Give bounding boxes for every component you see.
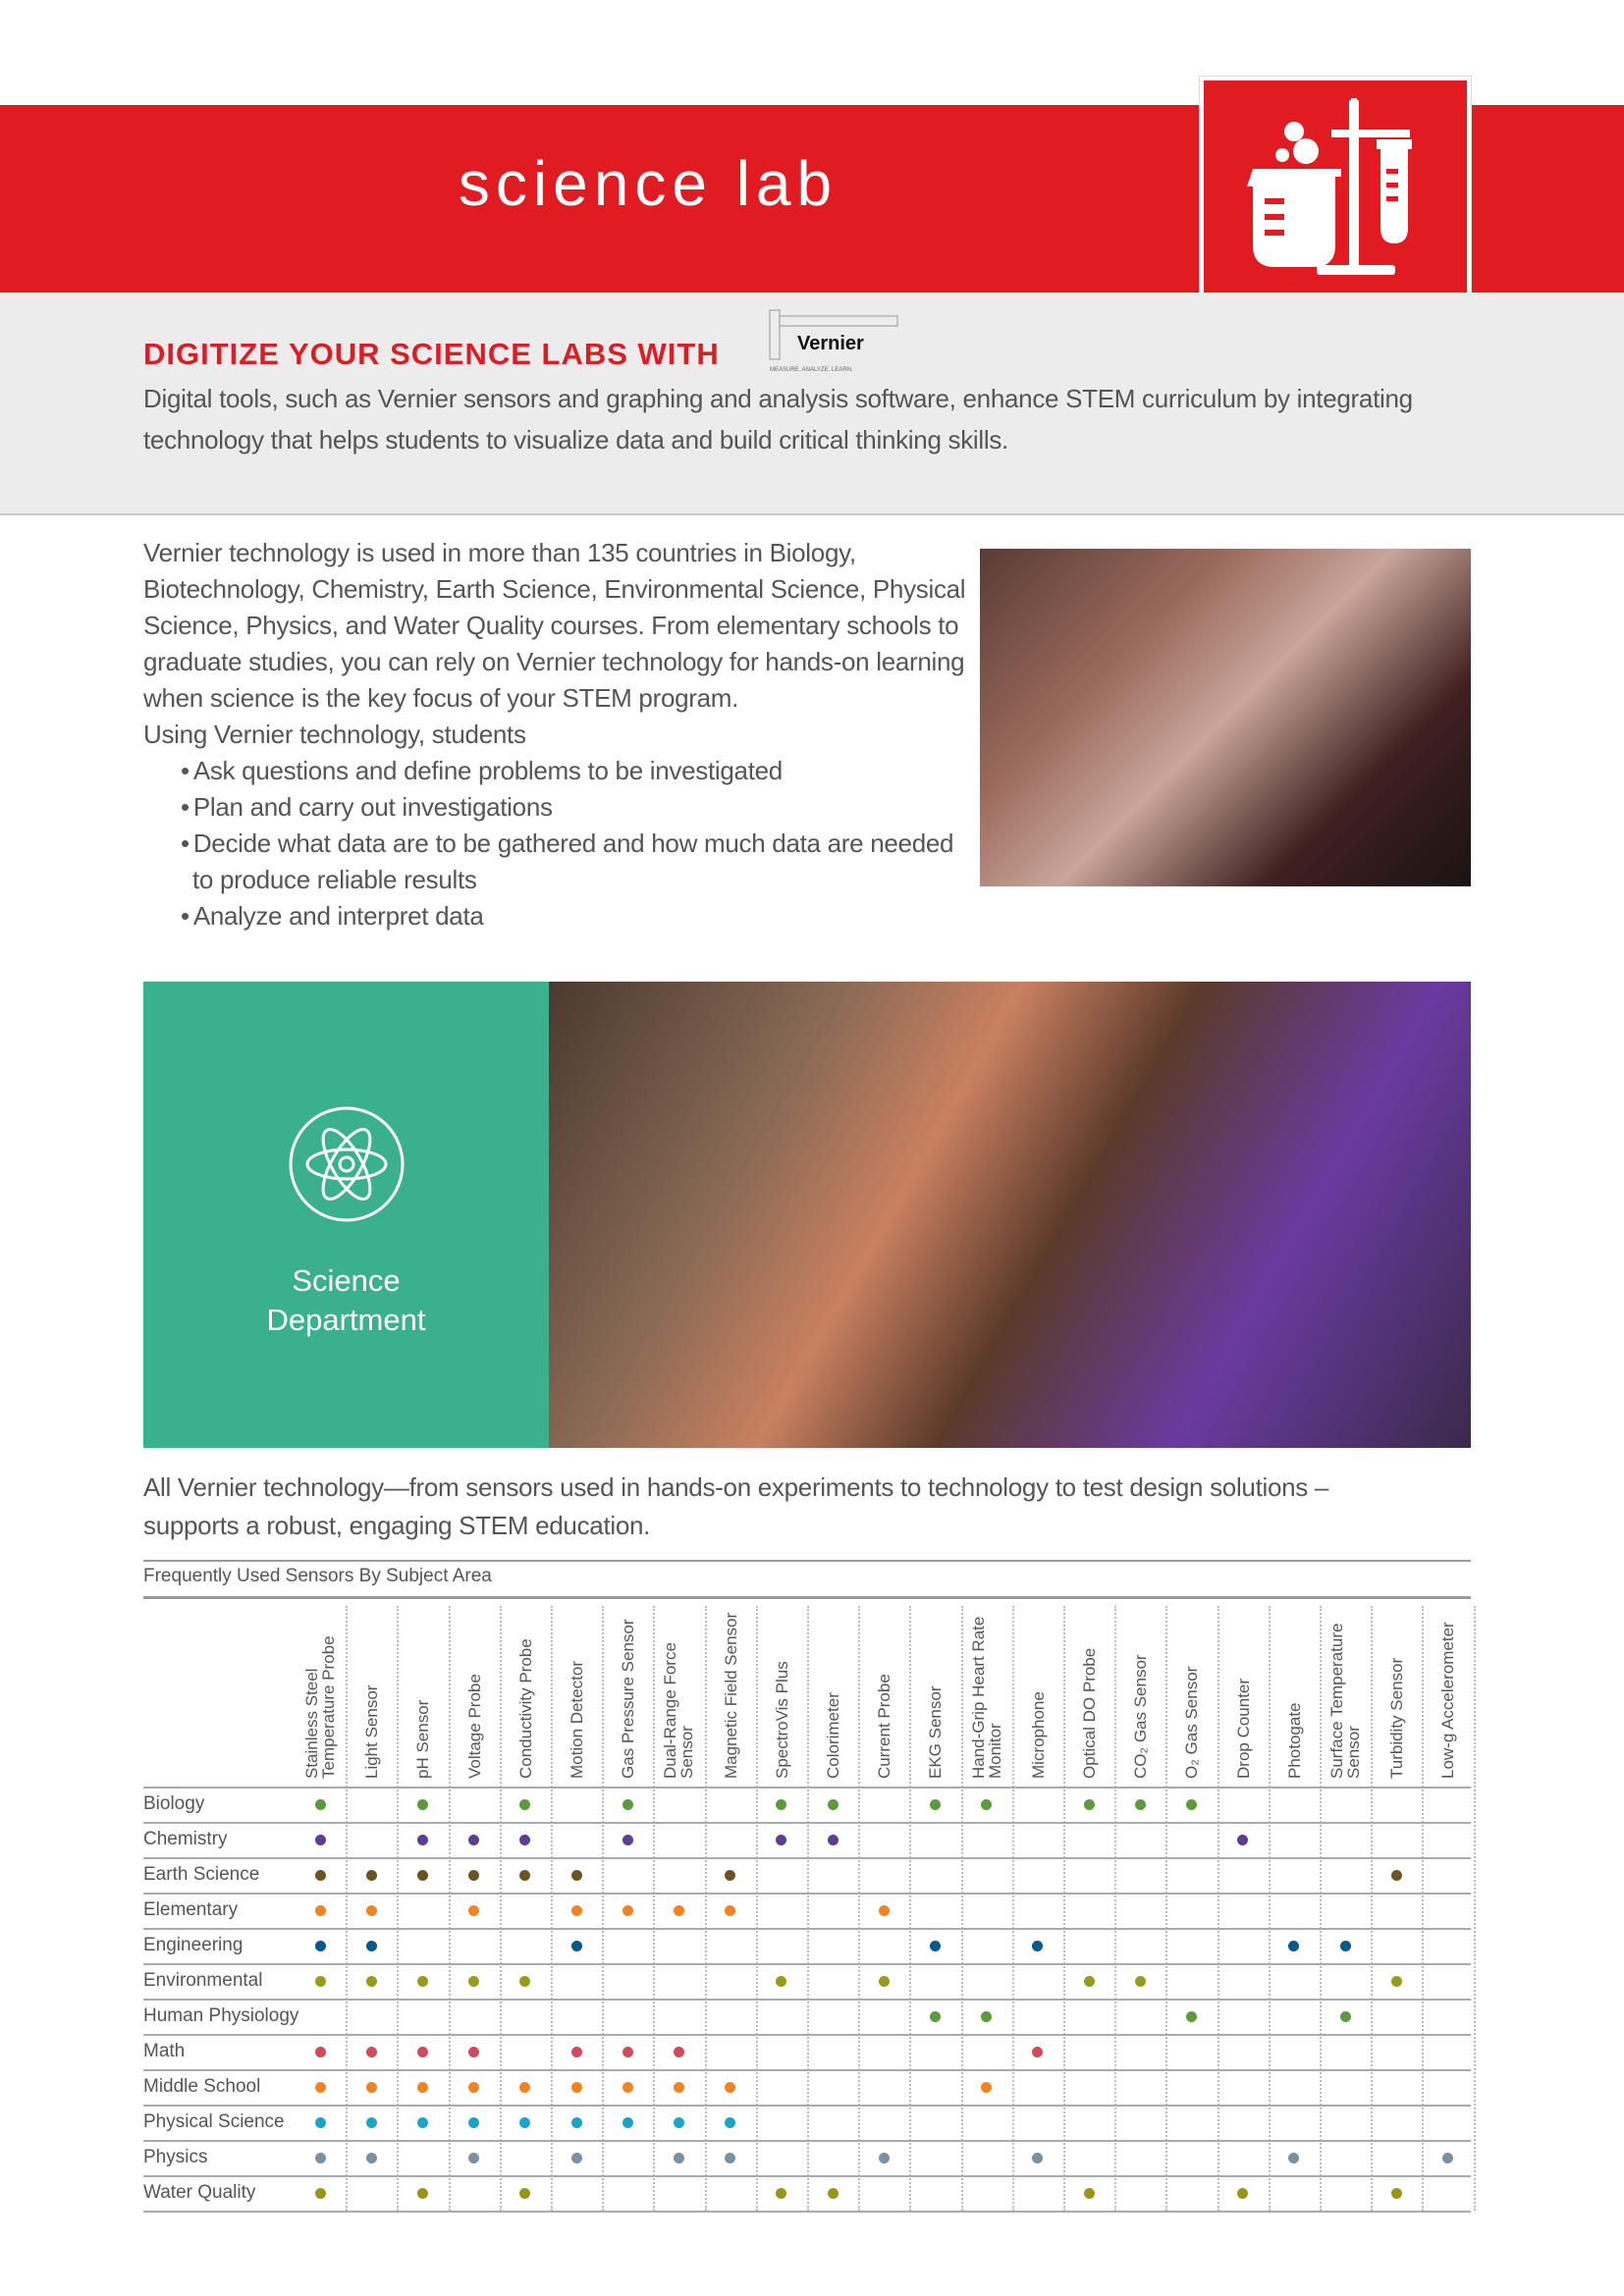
sensor-dot <box>468 1905 479 1916</box>
column-divider <box>807 1606 809 2211</box>
column-header: Motion Detector <box>567 1661 586 1779</box>
column-header: Colorimeter <box>823 1692 842 1779</box>
sensor-dot <box>1391 1976 1402 1987</box>
column-divider <box>1371 1606 1373 2211</box>
sensor-dot <box>571 2047 582 2057</box>
column-header: Voltage Probe <box>464 1674 484 1779</box>
column-divider <box>1320 1606 1322 2211</box>
sensor-dot <box>315 1976 326 1987</box>
sensor-dot <box>519 1835 530 1845</box>
sensor-dot <box>519 1976 530 1987</box>
sensor-dot <box>366 1941 377 1951</box>
row-divider <box>143 1928 1471 1930</box>
row-label: Engineering <box>143 1935 244 1955</box>
sensor-dot <box>1391 2188 1402 2199</box>
sensor-dot <box>725 1905 735 1916</box>
sensor-dot <box>1340 1941 1351 1951</box>
sensor-dot <box>674 2082 684 2093</box>
sensor-dot <box>1084 1799 1095 1810</box>
sensor-dot <box>1032 1941 1043 1951</box>
sensor-dot <box>571 1905 582 1916</box>
column-header: Turbidity Sensor <box>1386 1657 1406 1779</box>
students-lab-photo <box>980 549 1471 886</box>
column-header: Photogate <box>1284 1702 1304 1779</box>
column-divider <box>602 1606 604 2211</box>
sensor-dot <box>623 2117 633 2128</box>
column-header: O₂ Gas Sensor <box>1181 1666 1201 1779</box>
sensor-dot <box>468 2117 479 2128</box>
sensor-dot <box>366 2153 377 2163</box>
sensor-dot <box>674 2153 684 2163</box>
sensor-dot <box>519 1870 530 1881</box>
column-divider <box>961 1606 963 2211</box>
column-header: Optical DO Probe <box>1079 1647 1099 1779</box>
sensor-dot <box>776 1976 786 1987</box>
column-divider <box>858 1606 860 2211</box>
sensor-dot <box>1391 1870 1402 1881</box>
sensor-dot <box>725 2082 735 2093</box>
sensor-dot <box>366 1905 377 1916</box>
sensor-dot <box>468 2047 479 2057</box>
column-divider <box>909 1606 911 2211</box>
sensor-dot <box>828 1835 839 1845</box>
sensor-dot <box>417 1976 428 1987</box>
department-label-line1: Science <box>292 1263 401 1298</box>
sensor-dot <box>674 2117 684 2128</box>
row-divider <box>143 1857 1471 1859</box>
row-divider <box>143 1999 1471 2001</box>
column-header: Microphone <box>1028 1691 1048 1779</box>
sensor-dot <box>725 2117 735 2128</box>
row-divider <box>143 1787 1471 1789</box>
intro-paragraph: Digital tools, such as Vernier sensors and graphing and analysis software, enhance STEM curriculum by integrating technology that helps students to visualize data and build critical thinking skills. <box>143 384 1413 454</box>
row-label: Middle School <box>143 2076 261 2097</box>
closing-paragraph: All Vernier technology—from sensors used in hands-on experiments to technology to test design solutions – supports a robust, engaging STEM education. <box>143 1472 1329 1540</box>
sensor-dot <box>930 2011 941 2022</box>
column-divider <box>1114 1606 1116 2211</box>
sensor-dot <box>366 1870 377 1881</box>
sensor-dot <box>417 1870 428 1881</box>
sensor-dot <box>417 1835 428 1845</box>
sensor-dot <box>623 2047 633 2057</box>
sensor-dot <box>315 2153 326 2163</box>
department-label <box>143 1261 549 1340</box>
column-divider <box>756 1606 758 2211</box>
sensor-dot <box>366 2117 377 2128</box>
sensor-dot <box>623 1835 633 1845</box>
row-divider <box>143 2175 1471 2177</box>
column-divider <box>1474 1606 1476 2211</box>
column-divider <box>449 1606 451 2211</box>
sensor-dot <box>417 2117 428 2128</box>
sensor-dot <box>571 2082 582 2093</box>
row-divider <box>143 2140 1471 2142</box>
list-item: • Ask questions and define problems to be investigated <box>143 753 968 789</box>
sensor-dot <box>879 1905 890 1916</box>
sensor-dot <box>468 2153 479 2163</box>
department-label-line2: Department <box>266 1303 426 1337</box>
sensor-dot <box>623 2082 633 2093</box>
row-label: Human Physiology <box>143 2005 299 2026</box>
column-divider <box>346 1606 348 2211</box>
body-text <box>143 535 968 934</box>
sensor-dot <box>879 1976 890 1987</box>
sensor-dot <box>1237 2188 1248 2199</box>
sensor-dot <box>930 1941 941 1951</box>
sensor-dot <box>776 1835 786 1845</box>
sensor-dot <box>776 2188 786 2199</box>
sensor-dot <box>930 1799 941 1810</box>
column-header: Low-g Accelerometer <box>1437 1622 1457 1779</box>
sensor-dot <box>1032 2153 1043 2163</box>
sensor-dot <box>1186 1799 1197 1810</box>
row-divider <box>143 2105 1471 2107</box>
column-divider <box>1218 1606 1219 2211</box>
column-header: pH Sensor <box>412 1699 432 1779</box>
sensor-dot <box>315 1870 326 1881</box>
atom-icon <box>287 1104 406 1224</box>
sensor-dot <box>674 1905 684 1916</box>
sensor-dot <box>519 2188 530 2199</box>
column-header: Drop Counter <box>1233 1678 1253 1779</box>
divider <box>143 1560 1471 1562</box>
column-divider <box>551 1606 553 2211</box>
sensor-dot <box>981 1799 992 1810</box>
sensor-dot <box>1186 2011 1197 2022</box>
column-divider <box>1165 1606 1167 2211</box>
column-divider <box>1422 1606 1424 2211</box>
sensor-dot <box>828 1799 839 1810</box>
row-label: Water Quality <box>143 2182 256 2203</box>
row-divider <box>143 1822 1471 1824</box>
sensor-dot <box>417 2047 428 2057</box>
sensor-dot <box>519 2117 530 2128</box>
row-divider <box>143 2034 1471 2036</box>
row-label: Earth Science <box>143 1864 260 1885</box>
sensor-dot <box>623 1905 633 1916</box>
row-divider <box>143 1963 1471 1965</box>
sensor-dot <box>571 2153 582 2163</box>
svg-text:Vernier: Vernier <box>797 333 864 354</box>
column-divider <box>705 1606 707 2211</box>
sensor-dot <box>315 1905 326 1916</box>
sensor-dot <box>519 1799 530 1810</box>
science-department-panel <box>143 982 549 1448</box>
row-label: Chemistry <box>143 1829 228 1849</box>
sensor-dot <box>725 2153 735 2163</box>
column-header: Dual-Range Force Sensor <box>661 1642 697 1779</box>
sensor-dot <box>1288 2153 1299 2163</box>
column-header: Surface Temperature Sensor <box>1327 1623 1363 1779</box>
sensor-dot <box>417 2188 428 2199</box>
row-label: Physical Science <box>143 2111 285 2132</box>
sensor-dot <box>1032 2047 1043 2057</box>
list-item: • Plan and carry out investigations <box>143 789 968 826</box>
sensor-dot <box>315 1941 326 1951</box>
row-label: Biology <box>143 1793 205 1814</box>
sensor-dot <box>519 2082 530 2093</box>
row-divider <box>143 2069 1471 2071</box>
section-heading: DIGITIZE YOUR SCIENCE LABS WITH <box>143 337 720 371</box>
list-item: • Decide what data are to be gathered and how much data are needed to produce reliable results <box>143 826 968 898</box>
sensor-dot <box>468 2082 479 2093</box>
column-header: Current Probe <box>874 1674 893 1779</box>
divider <box>143 1596 1471 1599</box>
svg-text:MEASURE. ANALYZE. LEARN.: MEASURE. ANALYZE. LEARN. <box>770 367 853 373</box>
column-header: CO₂ Gas Sensor <box>1130 1654 1150 1779</box>
column-divider <box>1012 1606 1014 2211</box>
column-header: Conductivity Probe <box>515 1638 535 1779</box>
sensor-dot <box>776 1799 786 1810</box>
row-label: Physics <box>143 2147 208 2167</box>
sensor-dot <box>315 2188 326 2199</box>
sensor-dot <box>366 1976 377 1987</box>
sensor-dot <box>674 2047 684 2057</box>
sensor-dot <box>1340 2011 1351 2022</box>
classroom-photo <box>549 982 1471 1448</box>
sensor-dot <box>315 2117 326 2128</box>
row-label: Elementary <box>143 1899 239 1920</box>
sensor-dot <box>1135 1799 1146 1810</box>
sensor-dot <box>981 2011 992 2022</box>
list-item: • Analyze and interpret data <box>143 898 968 934</box>
column-header: SpectroVis Plus <box>772 1661 791 1779</box>
column-header: Light Sensor <box>361 1684 381 1779</box>
sensor-dot <box>571 1870 582 1881</box>
vernier-logo <box>766 306 903 377</box>
column-divider <box>653 1606 655 2211</box>
sensor-dot <box>1084 1976 1095 1987</box>
sensor-dot <box>828 2188 839 2199</box>
column-divider <box>500 1606 502 2211</box>
column-header: Gas Pressure Sensor <box>618 1619 637 1779</box>
sensor-dot <box>315 2047 326 2057</box>
body-paragraph: Vernier technology is used in more than 135 countries in Biology, Biotechnology, Chemistry, Earth Science, Environmental Science, Physical Science, Physics, and Water Quality courses. From elementary schools to graduate studies, you can rely on Vernier technology for hands-on learning when science is the key focus of your STEM program. <box>143 538 966 713</box>
bullet-list <box>143 753 968 934</box>
column-divider <box>1269 1606 1271 2211</box>
sensor-dot <box>417 2082 428 2093</box>
sensor-dot <box>366 2082 377 2093</box>
sensor-dot <box>315 1799 326 1810</box>
column-header: EKG Sensor <box>925 1685 945 1779</box>
sensor-dot <box>468 1835 479 1845</box>
sensor-dot <box>1288 1941 1299 1951</box>
page-title: science lab <box>458 148 839 219</box>
list-intro: Using Vernier technology, students <box>143 720 526 749</box>
column-header: Stainless Steel Temperature Probe <box>302 1635 338 1779</box>
lab-flask-stand-icon <box>1200 77 1471 322</box>
row-label: Environmental <box>143 1970 263 1991</box>
sensor-dot <box>1084 2188 1095 2199</box>
sensor-dot <box>366 2047 377 2057</box>
sensor-dot <box>1237 1835 1248 1845</box>
sensor-dot <box>315 1835 326 1845</box>
sensor-dot <box>879 2153 890 2163</box>
sensor-dot <box>468 1976 479 1987</box>
sensor-dot <box>1135 1976 1146 1987</box>
sensor-dot <box>981 2082 992 2093</box>
column-divider <box>397 1606 399 2211</box>
sensor-dot <box>571 2117 582 2128</box>
sensor-dot <box>468 1870 479 1881</box>
sensor-dot <box>1442 2153 1453 2163</box>
table-caption: Frequently Used Sensors By Subject Area <box>143 1566 492 1586</box>
sensor-dot <box>623 1799 633 1810</box>
row-divider <box>143 2211 1471 2213</box>
sensor-dot <box>725 1870 735 1881</box>
column-divider <box>1063 1606 1065 2211</box>
column-header: Magnetic Field Sensor <box>721 1612 740 1779</box>
row-divider <box>143 1893 1471 1895</box>
column-header: Hand-Grip Heart Rate Monitor <box>968 1616 1004 1779</box>
row-label: Math <box>143 2041 186 2061</box>
sensor-dot <box>571 1941 582 1951</box>
sensor-dot <box>417 1799 428 1810</box>
sensor-dot <box>315 2082 326 2093</box>
